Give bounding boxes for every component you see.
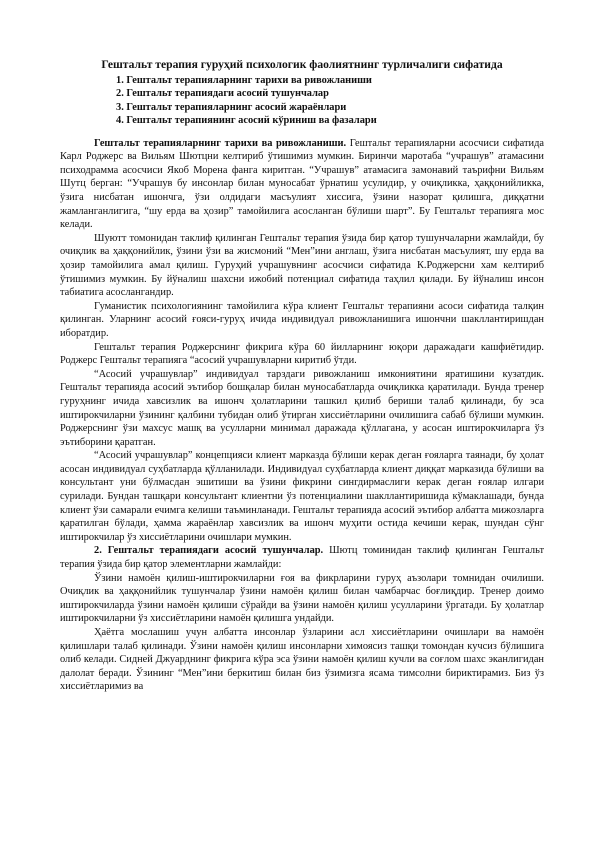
- table-of-contents: [116, 74, 544, 128]
- paragraph: [60, 544, 544, 571]
- paragraph: Ўзини намоён қилиш-иштирокчиларни ғоя ва фикрларини гуруҳ аъзолари томнидан очилиши. Очиқлик ва ҳаққонийлик тушунчалар ўзини намоён қилиш билан чамбарчас боғлиқдир. Тренер доимо иштирокчиларда ўзини намоён қилиши сўрайди ва ўзини намоён қилиш усулларини ўргатади. Бу ҳолатлар иштирокчиларни ўз хиссиётларини намоён қилишга ундайди.: [60, 572, 544, 625]
- toc-item: 2. Гештальт терапиядаги асосий тушунчалар: [116, 88, 329, 100]
- paragraph: [60, 137, 544, 232]
- paragraph: Гуманистик психологиянинг тамойилига кўра клиент Гештальт терапияни асоси сифатида талқин қилинган. Уларнинг асосий ғояси-гуруҳ ичида индивидуал ривожланишига ишончни шакллантиришдан иборатдир.: [60, 300, 544, 339]
- toc-item: 4. Гештальт терапиянинг асосий кўриниш ва фазалари: [116, 115, 377, 127]
- section-heading: Гештальт терапияларнинг тарихи ва ривожланиши.: [94, 137, 347, 149]
- toc-item: 1. Гештальт терапияларнинг тарихи ва ривожланиши: [116, 75, 372, 86]
- paragraph-text: Гештальт терапияларни асосчиси сифатида Карл Роджерс ва Вильям Шютцни келтириб ўтишимиз мумкин. Биринчи маротаба “учрашув” атамасини психодрамма асосчиси Якоб Морена фанга киритган. “Учрашув” атамасига замонавий таърифни Вильям Шутц берган: “Учрашув бу инсонлар билан муносабат ўрнатиш усулидир, у очиқликка, ҳаққонийликка, ўзига нисбатан ишончга, ўзи олдидаги масъулият хиссига, ўзини назорат қилишга, диққатни жамланганлигига, “шу ерда ва ҳозир” тамойилига асосланган бўлиши шарт”. Бу Гештальт терапияга мос келади.: [60, 137, 544, 231]
- section-heading: 2. Гештальт терапиядаги асосий тушунчалар.: [94, 545, 324, 557]
- paragraph: Шуютт томонидан таклиф қилинган Гештальт терапия ўзида бир қатор тушунчаларни жамлайди, бу очиқлик ва ҳаққонийлик, ўзини ўзи ва жисмоний “Мен”ини англаш, ўзига нисбатан масъулият, шу ерда ва ҳозир тамойилига амал қилиш. Гуруҳий учрашувнинг асосчиси сифатида К.Роджерсни хам келтириб ўтишимиз мумкин. Бу йўналиш шахсни ижобий потенциал сифатида таҳлил қилади. Бу йўналиш инсон табиатига асослангандир.: [60, 232, 544, 299]
- paragraph: “Асосий учрашувлар” индивидуал тарздаги ривожланиш имкониятини яратишини кузатдик. Гештальт терапияда асосий эътибор бошқалар билан муносабатларда очиқликка қаратилади. Бунда тренер гуруҳнинг ичида хавсизлик ва ишонч ҳолатларини ташкил қилиб бериши талаб қилинади, бу эса иштирокчиларни ўзининг қалбини тубидан олиб ўтирган хиссиётларини очилишига сабаб бўлиши мумкин. Роджерснинг ўзи махсус машқ ва усулларни минимал даражада қўллагана, у асосан иштирокчиларга ўз эътиборини қаратган.: [60, 368, 544, 448]
- paragraph: Ҳаётга мослашиш учун албатта инсонлар ўзларини асл хиссиётларини очишлари ва намоён қилишлари талаб қилинади. Ўзини намоён қилиш инсонларни химоясиз ташқи томондан кучсиз бўлишига олиб келади. Сидней Джуарднинг фикрига кўра эса ўзини намоён қилиш кучли ва соғлом шахс эканлигидан далолат беради. Ўзининг “Мен”ини беркитиш билан биз ўзимизга ясама тимсолни бириктирамиз. Биз ўз хиссиётларимиз ва: [60, 627, 544, 693]
- toc-item: 3. Гештальт терапияларнинг асосий жараёнлари: [116, 101, 347, 113]
- paragraph: Гештальт терапия Роджерснинг фикрига кўра 60 йилларнинг юқори даражадаги кашфиётидир. Роджерс Гештальт терапияга “асосий учрашувларни киритиб ўтди.: [60, 341, 544, 367]
- paragraph: “Асосий учрашувлар” концепцияси клиент марказда бўлиши керак деган ғояларга таянади, бу ҳолат асосан индивидуал суҳбатларда қўлланилади. Индивидуал суҳбатларда клиент диққат марказида бўлиши ва консультант уни бўлмасдан эшитиши ва ўзини фикрини сингдирмаслиги керак деган ғоялар илгари сурилади. Бундан ташқари консультант клиентни ўз потенциалини шакллантиришида кўмаклашади, бунда клиент ўзи самарали ечимга келиши таъминланади. Гештальт терапияда асосий эътибор албатта мижозларга қаратилган бўлади, ҳамма жараёнлар хавсизлик ва ишонч муҳити остида кечиши керак, шундан сўнг иштирокчилар ўз хиссиётларини очишлари мумкин.: [60, 450, 544, 543]
- document-title: Гештальт терапия гуруҳий психологик фаолиятнинг турличалиги сифатида: [101, 58, 503, 71]
- paragraph-text: Шютц томинидан таклиф қилинган Гештальт терапия ўзида бир қатор элементларни жамлайди:: [60, 545, 544, 571]
